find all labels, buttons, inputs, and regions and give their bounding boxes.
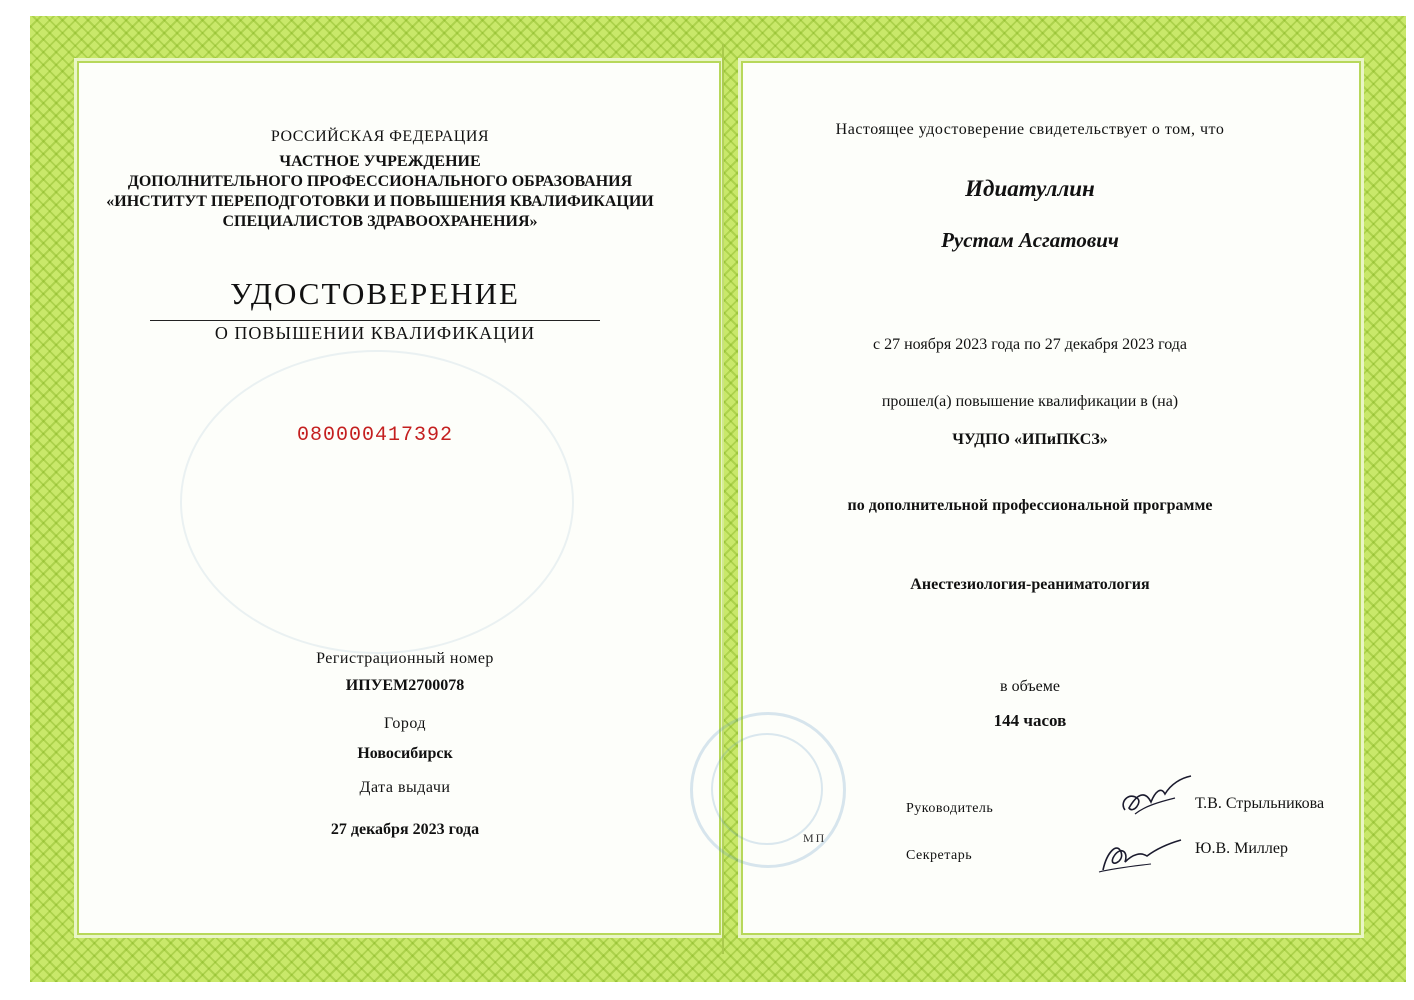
training-period: с 27 ноября 2023 года по 27 декабря 2023 года bbox=[872, 336, 1188, 353]
org-line-2: ДОПОЛНИТЕЛЬНОГО ПРОФЕССИОНАЛЬНОГО ОБРАЗОВАНИЯ bbox=[127, 173, 633, 190]
signatory-name-director: Т.В. Стрыльникова bbox=[1195, 795, 1325, 812]
org-line-3: «ИНСТИТУТ ПЕРЕПОДГОТОВКИ И ПОВЫШЕНИЯ КВАЛИФИКАЦИИ bbox=[106, 193, 654, 210]
registration-number: ИПУЕМ2700078 bbox=[345, 677, 465, 694]
city-value: Новосибирск bbox=[357, 745, 453, 762]
program-name: Анестезиология-реаниматология bbox=[910, 576, 1150, 593]
intro-text: Настоящее удостоверение свидетельствует о том, что bbox=[835, 121, 1225, 138]
holder-surname: Идиатуллин bbox=[965, 176, 1095, 201]
issue-date-value: 27 декабря 2023 года bbox=[330, 821, 480, 838]
signatory-role-director: Руководитель bbox=[906, 801, 994, 816]
background-watermark bbox=[180, 350, 574, 654]
registration-label: Регистрационный номер bbox=[316, 650, 494, 667]
city-label: Город bbox=[383, 715, 427, 732]
holder-given-names: Рустам Асгатович bbox=[941, 228, 1119, 252]
signature-director bbox=[1115, 772, 1195, 822]
issue-date-label: Дата выдачи bbox=[359, 779, 451, 796]
volume-hours: 144 часов bbox=[993, 711, 1067, 730]
signature-secretary bbox=[1095, 832, 1185, 877]
signatory-name-secretary: Ю.В. Миллер bbox=[1195, 840, 1288, 857]
signatory-role-secretary: Секретарь bbox=[906, 848, 973, 863]
institution-abbrev: ЧУДПО «ИПиПКСЗ» bbox=[952, 431, 1108, 448]
seal-label: МП bbox=[803, 831, 827, 845]
country-heading: РОССИЙСКАЯ ФЕДЕРАЦИЯ bbox=[270, 128, 490, 145]
org-line-4: СПЕЦИАЛИСТОВ ЗДРАВООХРАНЕНИЯ» bbox=[222, 213, 538, 230]
org-line-1: ЧАСТНОЕ УЧРЕЖДЕНИЕ bbox=[279, 153, 481, 170]
certificate-title: УДОСТОВЕРЕНИЕ bbox=[230, 276, 520, 311]
organization-name bbox=[80, 152, 680, 232]
serial-number: 080000417392 bbox=[296, 424, 454, 447]
volume-label: в объеме bbox=[1000, 678, 1060, 695]
program-label: по дополнительной профессиональной программе bbox=[847, 497, 1213, 514]
certificate-subtitle: О ПОВЫШЕНИИ КВАЛИФИКАЦИИ bbox=[150, 320, 600, 344]
completion-statement: прошел(а) повышение квалификации в (на) bbox=[881, 393, 1179, 410]
